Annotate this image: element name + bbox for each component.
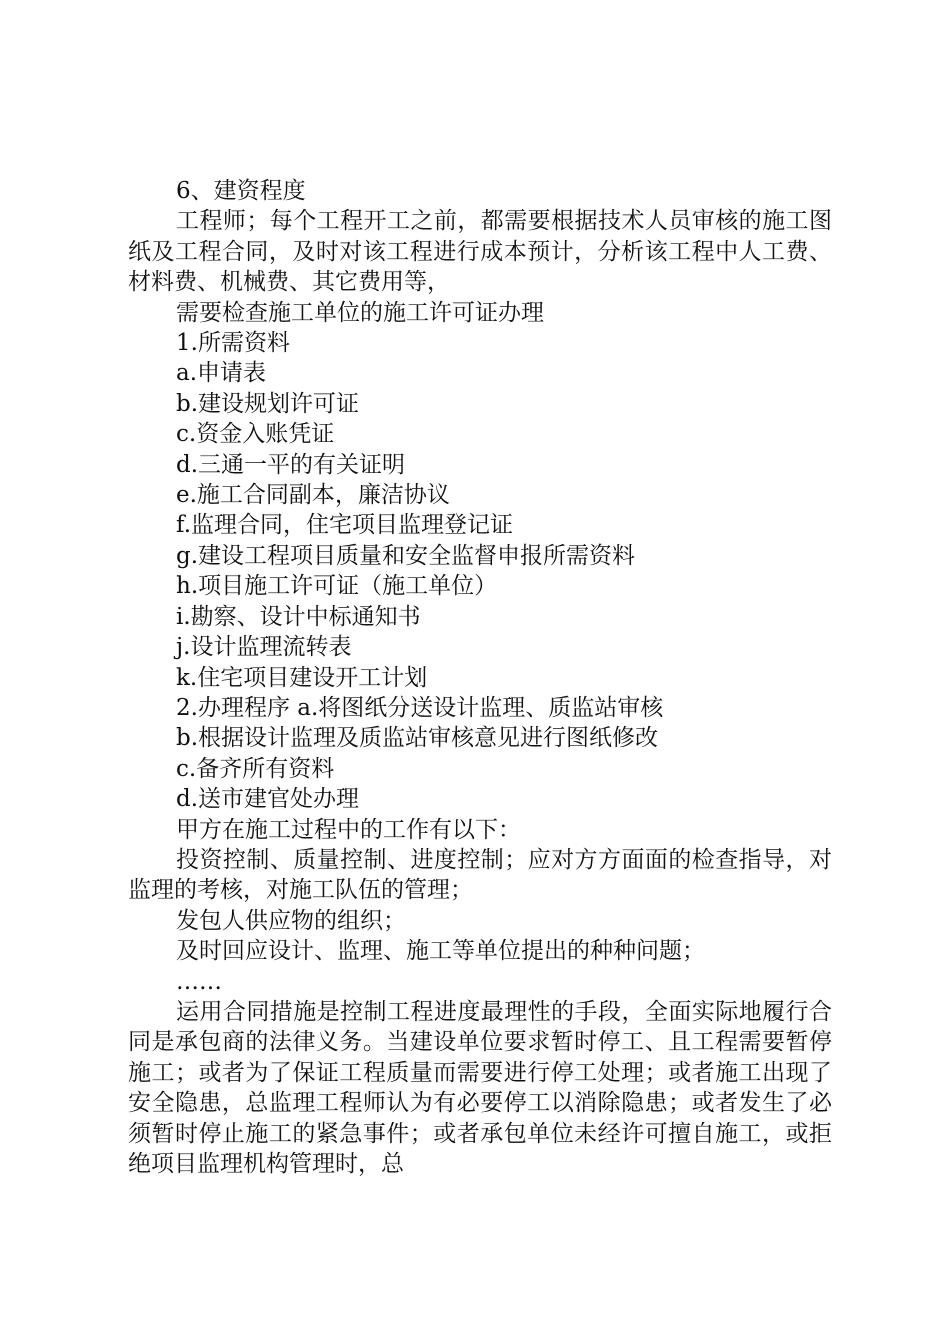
list-item: a.申请表: [176, 360, 267, 387]
paragraph: 需要检查施工单位的施工许可证办理: [176, 299, 544, 326]
paragraph: 甲方在施工过程中的工作有以下：: [176, 816, 521, 843]
list-item: g.建设工程项目质量和安全监督申报所需资料: [176, 542, 636, 569]
list-heading: 1.所需资料: [176, 330, 290, 357]
list-item: b.根据设计监理及质监站审核意见进行图纸修改: [176, 725, 659, 752]
list-item: k.住宅项目建设开工计划: [176, 664, 428, 691]
ellipsis: ……: [176, 968, 222, 995]
list-item: f.监理合同，住宅项目监理登记证: [176, 512, 514, 539]
list-item: d.送市建官处办理: [176, 786, 360, 813]
list-item: j.设计监理流转表: [176, 634, 352, 661]
list-item: e.施工合同副本，廉洁协议: [176, 482, 450, 509]
document-body: [128, 176, 832, 1179]
paragraph: 及时回应设计、监理、施工等单位提出的种种问题；: [176, 938, 705, 965]
list-heading: 2.办理程序 a.将图纸分送设计监理、质监站审核: [176, 694, 664, 721]
list-item: c.资金入账凭证: [176, 421, 335, 448]
list-item: i.勘察、设计中标通知书: [176, 603, 421, 630]
list-item: h.项目施工许可证（施工单位）: [176, 573, 498, 600]
section-heading: 6、建资程度: [176, 178, 306, 204]
paragraph: 投资控制、质量控制、进度控制；应对方方面面的检查指导，对监理的考核，对施工队伍的管理；: [128, 846, 832, 904]
paragraph: 工程师；每个工程开工之前，都需要根据技术人员审核的施工图纸及工程合同，及时对该工程进行成本预计，分析该工程中人工费、材料费、机械费、其它费用等，: [128, 208, 832, 296]
list-item: d.三通一平的有关证明: [176, 451, 406, 478]
paragraph: 运用合同措施是控制工程进度最理性的手段，全面实际地履行合同是承包商的法律义务。当建设单位要求暂时停工、且工程需要暂停施工；或者为了保证工程质量而需要进行停工处理；或者施工出现了安全隐患，总监理工程师认为有必要停工以消除隐患；或者发生了必须暂时停止施工的紧急事件；或者承包单位未经许可擅自施工，或拒绝项目监理机构管理时，总: [128, 998, 832, 1177]
list-item: c.备齐所有资料: [176, 755, 335, 782]
paragraph: 发包人供应物的组织；: [176, 907, 406, 934]
list-item: b.建设规划许可证: [176, 390, 360, 417]
